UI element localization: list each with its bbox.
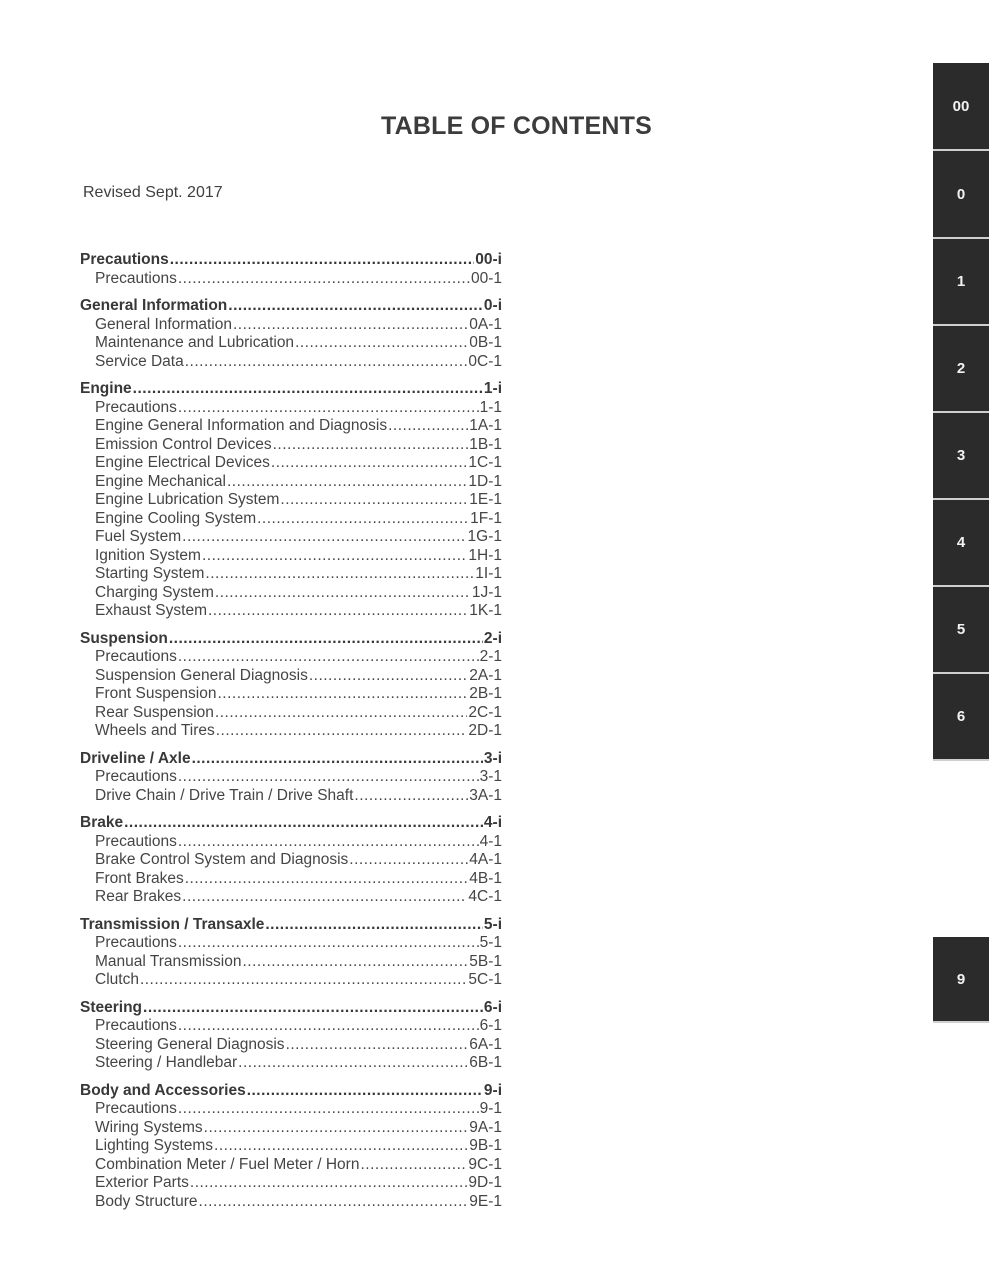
dot-leader [238,1054,468,1073]
section-page: 6-i [483,998,502,1016]
dot-leader [309,667,468,686]
toc-entry[interactable] [80,1100,502,1119]
section-page: 1-i [483,380,502,397]
toc-entry[interactable] [80,270,502,289]
dot-leader [178,648,479,667]
entry-page: 3-1 [479,768,502,785]
entry-page: 2D-1 [468,722,502,739]
toc-entry[interactable] [80,1054,502,1073]
section-title: Brake [80,814,124,831]
toc-section [80,380,502,621]
toc-section-heading[interactable] [80,999,502,1018]
toc-entry[interactable] [80,667,502,686]
toc-section [80,251,502,288]
entry-page: 1E-1 [469,491,502,508]
entry-page: 1-1 [479,398,502,416]
entry-label: Wheels and Tires [95,722,215,739]
entry-label: Rear Suspension [95,703,214,721]
toc-section-heading[interactable] [80,297,502,316]
dot-leader [124,814,483,833]
entry-label: Exterior Parts [95,1174,189,1191]
dot-leader [185,870,469,889]
toc-entry[interactable] [80,1156,502,1175]
tab-label: 3 [956,447,966,464]
entry-page: 4B-1 [469,869,502,887]
entry-label: Maintenance and Lubrication [95,334,295,351]
toc-section-heading[interactable] [80,1082,502,1101]
entry-label: Precautions [95,832,177,850]
entry-label: Suspension General Diagnosis [95,666,308,684]
section-title: Driveline / Axle [80,749,191,767]
toc-entry[interactable] [80,888,502,907]
toc-entry[interactable] [80,353,502,372]
toc-entry[interactable] [80,1036,502,1055]
entry-page: 6A-1 [469,1035,502,1053]
dot-leader [280,491,468,510]
entry-page: 1B-1 [469,435,502,453]
section-title: Engine [80,380,132,397]
dot-leader [169,630,483,649]
dot-leader [215,584,471,603]
toc-entry[interactable] [80,704,502,723]
dot-leader [218,685,469,704]
entry-label: Service Data [95,352,184,370]
section-page: 3-i [483,749,502,767]
dot-leader [227,473,467,492]
dot-leader [204,1119,469,1138]
entry-page: 1A-1 [469,417,502,434]
entry-page: 4C-1 [468,888,502,905]
toc-entry[interactable] [80,1193,502,1212]
page-title: TABLE OF CONTENTS [381,112,652,140]
entry-label: Engine Lubrication System [95,491,280,508]
entry-label: Combination Meter / Fuel Meter / Horn [95,1155,360,1173]
toc-entry[interactable] [80,971,502,990]
toc-entry[interactable] [80,851,502,870]
dot-leader [233,316,468,335]
toc-section-heading[interactable] [80,380,502,399]
toc-entry[interactable] [80,491,502,510]
toc-section [80,630,502,741]
section-tab[interactable] [933,151,989,239]
dot-leader [182,888,467,907]
toc-section [80,814,502,907]
section-title: General Information [80,297,228,314]
dot-leader [185,353,468,372]
revision-date: Revised Sept. 2017 [83,184,223,201]
toc-entry[interactable] [80,399,502,418]
entry-label: Precautions [95,1017,177,1034]
section-tab[interactable] [933,413,989,500]
entry-page: 4-1 [479,832,502,850]
entry-page: 2A-1 [469,666,502,684]
tab-label: 4 [956,534,966,551]
dot-leader [215,704,467,723]
section-title: Transmission / Transaxle [80,915,265,933]
entry-page: 2-1 [479,648,502,665]
dot-leader [354,787,468,806]
toc-entry[interactable] [80,565,502,584]
entry-page: 2C-1 [468,703,502,721]
entry-label: Exhaust System [95,602,207,619]
dot-leader [178,768,479,787]
toc-entry[interactable] [80,1174,502,1193]
tab-label: 9 [956,970,966,988]
entry-label: Precautions [95,768,177,785]
section-page: 2-i [483,629,502,647]
entry-label: General Information [95,315,232,333]
entry-label: Engine Cooling System [95,509,257,527]
toc-entry[interactable] [80,934,502,953]
dot-leader [216,722,468,741]
toc-entry[interactable] [80,722,502,741]
tab-label: 2 [956,360,966,377]
entry-page: 1K-1 [469,602,502,619]
toc-entry[interactable] [80,417,502,436]
toc-section-heading[interactable] [80,750,502,769]
entry-label: Rear Brakes [95,888,182,905]
entry-label: Ignition System [95,546,201,564]
entry-label: Clutch [95,971,139,988]
toc-section-heading[interactable] [80,814,502,833]
entry-label: Wiring Systems [95,1118,203,1136]
section-tabs [933,0,989,1280]
entry-page: 1G-1 [467,528,502,545]
entry-page: 6-1 [479,1017,502,1034]
section-title: Body and Accessories [80,1081,246,1099]
entry-page: 1J-1 [471,583,502,601]
dot-leader [190,1174,468,1193]
entry-label: Brake Control System and Diagnosis [95,851,349,868]
toc-section-heading[interactable] [80,630,502,649]
section-tab[interactable] [933,500,989,587]
dot-leader [143,999,483,1018]
toc-entry[interactable] [80,436,502,455]
entry-page: 5C-1 [468,971,502,988]
entry-page: 9C-1 [468,1155,502,1173]
entry-page: 9B-1 [469,1137,502,1154]
dot-leader [182,528,466,547]
entry-label: Starting System [95,565,205,582]
tab-label: 6 [956,708,966,725]
dot-leader [140,971,467,990]
entry-page: 5B-1 [469,952,502,970]
tab-label: 00 [952,97,970,115]
toc-entry[interactable] [80,648,502,667]
dot-leader [295,334,468,353]
tab-label: 0 [956,185,966,203]
entry-label: Precautions [95,648,177,665]
dot-leader [178,833,479,852]
section-tab[interactable] [933,63,989,151]
section-tab[interactable] [933,239,989,326]
dot-leader [178,270,470,289]
toc-section [80,999,502,1073]
entry-page: 9D-1 [468,1174,502,1191]
toc-entry[interactable] [80,833,502,852]
entry-page: 1D-1 [468,472,502,490]
entry-page: 1I-1 [475,565,502,582]
entry-page: 2B-1 [469,685,502,702]
toc-entry[interactable] [80,1137,502,1156]
dot-leader [228,297,483,316]
entry-page: 1C-1 [468,454,502,471]
toc-entry[interactable] [80,602,502,621]
toc-entry[interactable] [80,454,502,473]
entry-label: Manual Transmission [95,952,242,970]
toc-entry[interactable] [80,1017,502,1036]
toc-entry[interactable] [80,334,502,353]
toc-entry[interactable] [80,316,502,335]
entry-page: 0C-1 [468,352,502,370]
dot-leader [178,1100,479,1119]
entry-page: 4A-1 [469,851,502,868]
dot-leader [178,934,479,953]
toc-entry[interactable] [80,870,502,889]
dot-leader [133,380,483,399]
dot-leader [265,916,483,935]
toc-entry[interactable] [80,787,502,806]
dot-leader [388,417,468,436]
entry-page: 1F-1 [470,509,502,527]
entry-page: 9E-1 [469,1192,502,1210]
section-title: Steering [80,998,143,1016]
dot-leader [247,1082,483,1101]
entry-label: Precautions [95,1100,177,1117]
toc-entry[interactable] [80,768,502,787]
toc-entry[interactable] [80,1119,502,1138]
section-tab[interactable] [933,674,989,761]
entry-label: Drive Chain / Drive Train / Drive Shaft [95,786,354,804]
entry-label: Fuel System [95,528,182,545]
entry-page: 0B-1 [469,334,502,351]
toc-section [80,916,502,990]
dot-leader [178,399,479,418]
entry-label: Front Brakes [95,869,184,887]
section-title: Precautions [80,251,169,268]
section-title: Suspension [80,629,168,647]
section-page: 00-i [475,251,502,268]
entry-label: Front Suspension [95,685,217,702]
dot-leader [360,1156,467,1175]
entry-label: Charging System [95,583,214,601]
toc-entry[interactable] [80,685,502,704]
toc-entry[interactable] [80,473,502,492]
entry-label: Precautions [95,269,177,287]
entry-label: Engine Electrical Devices [95,454,270,471]
toc-entry[interactable] [80,528,502,547]
entry-page: 0A-1 [469,315,502,333]
section-page: 0-i [483,297,502,314]
entry-page: 1H-1 [468,546,502,564]
entry-label: Precautions [95,934,177,951]
entry-label: Steering General Diagnosis [95,1035,285,1053]
section-page: 5-i [483,915,502,933]
dot-leader [205,565,474,584]
entry-page: 9A-1 [469,1118,502,1136]
dot-leader [257,510,469,529]
section-page: 4-i [483,814,502,831]
dot-leader [199,1193,469,1212]
section-page: 9-i [483,1081,502,1099]
dot-leader [178,1017,479,1036]
entry-label: Emission Control Devices [95,435,272,453]
tab-label: 1 [956,273,966,290]
entry-page: 6B-1 [469,1054,502,1071]
section-tab[interactable] [933,937,989,1023]
dot-leader [271,454,468,473]
toc-entry[interactable] [80,953,502,972]
dot-leader [286,1036,469,1055]
toc-section [80,297,502,371]
entry-label: Steering / Handlebar [95,1054,238,1071]
toc-section [80,1082,502,1212]
dot-leader [214,1137,468,1156]
dot-leader [170,251,475,270]
dot-leader [242,953,468,972]
section-tab[interactable] [933,587,989,674]
entry-page: 5-1 [479,934,502,951]
dot-leader [208,602,468,621]
dot-leader [349,851,468,870]
dot-leader [202,547,467,566]
entry-page: 00-1 [470,269,502,287]
entry-label: Precautions [95,398,177,416]
dot-leader [192,750,483,769]
tab-label: 5 [956,621,966,638]
dot-leader [273,436,469,455]
toc-entry[interactable] [80,547,502,566]
entry-label: Lighting Systems [95,1137,214,1154]
entry-page: 3A-1 [469,786,502,804]
toc-section-heading[interactable] [80,916,502,935]
section-tab[interactable] [933,326,989,413]
entry-label: Engine Mechanical [95,472,226,490]
toc-section-heading[interactable] [80,251,502,270]
toc-section [80,750,502,806]
toc-entry[interactable] [80,510,502,529]
toc-entry[interactable] [80,584,502,603]
entry-page: 9-1 [479,1100,502,1117]
entry-label: Body Structure [95,1192,198,1210]
entry-label: Engine General Information and Diagnosis [95,417,388,434]
table-of-contents [80,251,502,1220]
